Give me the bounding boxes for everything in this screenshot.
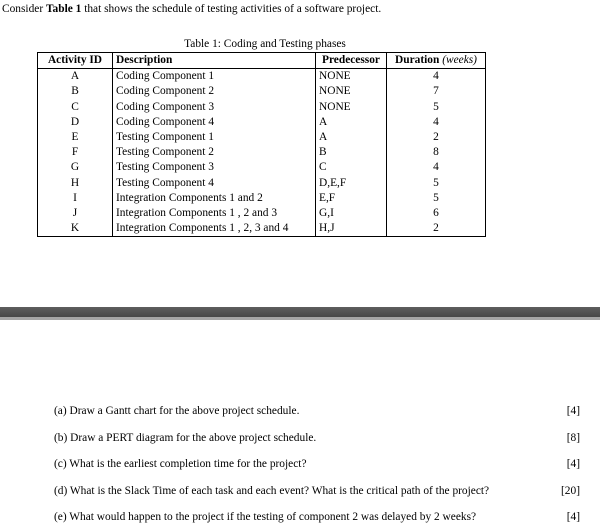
schedule-table [37, 52, 486, 237]
table-header-row [38, 53, 486, 69]
question-marks: [4] [566, 405, 580, 417]
table-row [38, 69, 486, 85]
description-cell: Coding Component 3 [113, 100, 316, 115]
duration-cell: 5 [387, 100, 486, 115]
question-marks: [4] [566, 511, 580, 523]
predecessor-cell: C [316, 160, 387, 175]
table-row [38, 130, 486, 145]
predecessor-cell: D,E,F [316, 176, 387, 191]
question-text: (b) Draw a PERT diagram for the above project schedule. [54, 432, 317, 444]
predecessor-cell: NONE [316, 100, 387, 115]
intro-text: Consider Table 1 that shows the schedule of testing activities of a software project. [2, 3, 382, 15]
question-marks: [4] [566, 458, 580, 470]
header-duration: Duration (weeks) [387, 53, 486, 69]
description-cell: Integration Components 1 and 2 [113, 191, 316, 206]
duration-cell: 4 [387, 160, 486, 175]
predecessor-cell: H,J [316, 221, 387, 237]
description-cell: Coding Component 4 [113, 115, 316, 130]
question-text: (d) What is the Slack Time of each task and each event? What is the critical path of the project? [54, 485, 490, 497]
predecessor-cell: A [316, 115, 387, 130]
duration-cell: 5 [387, 176, 486, 191]
table-row [38, 221, 486, 237]
question-text: (c) What is the earliest completion time for the project? [54, 458, 307, 470]
activity-id-cell: E [38, 130, 113, 145]
table-row [38, 145, 486, 160]
activity-id-cell: K [38, 221, 113, 237]
question-marks: [8] [566, 432, 580, 444]
duration-cell: 7 [387, 84, 486, 99]
table-reference: Table 1 [45, 3, 82, 15]
duration-cell: 2 [387, 221, 486, 237]
activity-id-cell: D [38, 115, 113, 130]
header-description: Description [113, 53, 316, 69]
description-cell: Integration Components 1 , 2 and 3 [113, 206, 316, 221]
question-text: (e) What would happen to the project if the testing of component 2 was delayed by 2 weeks? [54, 511, 477, 523]
duration-cell: 2 [387, 130, 486, 145]
duration-cell: 4 [387, 115, 486, 130]
description-cell: Coding Component 1 [113, 69, 316, 85]
predecessor-cell: NONE [316, 69, 387, 85]
activity-id-cell: F [38, 145, 113, 160]
table-row [38, 176, 486, 191]
table-row [38, 191, 486, 206]
activity-id-cell: J [38, 206, 113, 221]
predecessor-cell: B [316, 145, 387, 160]
duration-cell: 6 [387, 206, 486, 221]
predecessor-cell: E,F [316, 191, 387, 206]
table-row [38, 206, 486, 221]
table-row [38, 115, 486, 130]
section-divider [0, 307, 600, 317]
duration-cell: 8 [387, 145, 486, 160]
table-row [38, 160, 486, 175]
activity-id-cell: G [38, 160, 113, 175]
description-cell: Testing Component 1 [113, 130, 316, 145]
header-predecessor: Predecessor [316, 53, 387, 69]
duration-cell: 4 [387, 69, 486, 85]
activity-id-cell: I [38, 191, 113, 206]
table-row [38, 84, 486, 99]
question-text: (a) Draw a Gantt chart for the above project schedule. [54, 405, 300, 417]
question-marks: [20] [561, 485, 580, 497]
predecessor-cell: G,I [316, 206, 387, 221]
duration-unit: (weeks) [442, 54, 477, 66]
description-cell: Coding Component 2 [113, 84, 316, 99]
duration-cell: 5 [387, 191, 486, 206]
description-cell: Integration Components 1 , 2, 3 and 4 [113, 221, 316, 237]
predecessor-cell: A [316, 130, 387, 145]
activity-id-cell: H [38, 176, 113, 191]
description-cell: Testing Component 4 [113, 176, 316, 191]
activity-id-cell: B [38, 84, 113, 99]
activity-id-cell: A [38, 69, 113, 85]
predecessor-cell: NONE [316, 84, 387, 99]
header-activity-id: Activity ID [38, 53, 113, 69]
table-caption: Table 1: Coding and Testing phases [184, 38, 346, 50]
activity-id-cell: C [38, 100, 113, 115]
table-row [38, 100, 486, 115]
section-divider-shadow [0, 317, 600, 320]
description-cell: Testing Component 2 [113, 145, 316, 160]
description-cell: Testing Component 3 [113, 160, 316, 175]
